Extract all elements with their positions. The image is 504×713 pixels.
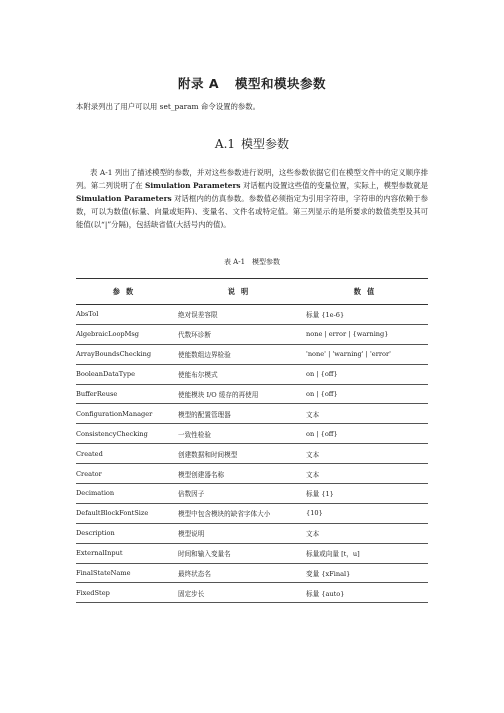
table-row <box>76 563 428 583</box>
param-name-cell: FinalStateName <box>76 563 176 583</box>
param-value-cell: 标量 {1} <box>306 484 428 504</box>
table-row <box>76 503 428 523</box>
section-title <box>0 135 504 152</box>
param-description-cell: 时间和输入变量名 <box>176 543 306 563</box>
param-value-cell: 'none' | 'warning' | 'error' <box>306 344 428 364</box>
table-row <box>76 484 428 504</box>
param-value-cell: on | {off} <box>306 384 428 404</box>
table-row <box>76 344 428 364</box>
body-bold-1: Simulation Parameters <box>145 181 241 191</box>
param-name-cell: DefaultBlockFontSize <box>76 503 176 523</box>
param-name-cell: BufferReuse <box>76 384 176 404</box>
param-name-cell: Creator <box>76 464 176 484</box>
param-value-cell: 标量 {auto} <box>306 583 428 603</box>
param-value-cell: none | error | {warning} <box>306 324 428 344</box>
model-parameters-table <box>76 278 428 603</box>
param-description-cell: 代数环诊断 <box>176 324 306 344</box>
param-value-cell: 文本 <box>306 523 428 543</box>
param-description-cell: 绝对误差容限 <box>176 305 306 325</box>
intro-paragraph: 本附录列出了用户可以用 set_param 命令设置的参数。 <box>76 102 261 111</box>
table-caption: 表 A-1 模型参数 <box>223 258 281 266</box>
param-name-cell: FixedStep <box>76 583 176 603</box>
param-value-cell: on | {off} <box>306 364 428 384</box>
appendix-number: 附录 A <box>177 76 219 91</box>
section-heading: 模型参数 <box>241 137 290 151</box>
body-text-2: 对话框内设置这些值的变量位置，实际上，模型参数就是 <box>240 181 428 191</box>
param-name-cell: AlgebraicLoopMsg <box>76 324 176 344</box>
param-description-cell: 使能模块 I/O 缓存的再使用 <box>176 384 306 404</box>
param-value-cell: 标量 {1e-6} <box>306 305 428 325</box>
param-value-cell: 文本 <box>306 404 428 424</box>
param-name-cell: ConsistencyChecking <box>76 424 176 444</box>
table-header-row <box>76 279 428 305</box>
param-description-cell: 模型说明 <box>176 523 306 543</box>
param-value-cell: 标量或向量 [t，u] <box>306 543 428 563</box>
header-parameter: 参数 <box>76 279 176 305</box>
appendix-title <box>0 74 504 92</box>
param-value-cell: 文本 <box>306 464 428 484</box>
param-description-cell: 创建数据和时间模型 <box>176 444 306 464</box>
param-description-cell: 最终状态名 <box>176 563 306 583</box>
table-row <box>76 464 428 484</box>
section-number: A.1 <box>214 137 236 151</box>
param-description-cell: 固定步长 <box>176 583 306 603</box>
param-description-cell: 使能数组边界检验 <box>176 344 306 364</box>
table-row <box>76 384 428 404</box>
param-description-cell: 使能布尔模式 <box>176 364 306 384</box>
param-name-cell: AbsTol <box>76 305 176 325</box>
body-paragraph <box>76 166 428 231</box>
appendix-heading: 模型和模块参数 <box>235 76 327 91</box>
param-value-cell: {10} <box>306 503 428 523</box>
table-row <box>76 583 428 603</box>
param-description-cell: 倍数因子 <box>176 484 306 504</box>
param-description-cell: 模型创建器名称 <box>176 464 306 484</box>
param-name-cell: ArrayBoundsChecking <box>76 344 176 364</box>
param-name-cell: ExternalInput <box>76 543 176 563</box>
body-text-3: 对话框内的仿真参数。参数值必须指定为引用字符串，字符串的内容依赖于参数，可以为数值(标量、向量或矩阵)、变量名、文件名或特定值。第三列显示的是所要求的数值类型及其可能值(以“|”分隔)，包括缺省值(大括号内的值)。 <box>76 194 428 230</box>
param-value-cell: 文本 <box>306 444 428 464</box>
param-description-cell: 模型的配置管理器 <box>176 404 306 424</box>
param-description-cell: 模型中包含模块的缺省字体大小 <box>176 503 306 523</box>
table-row <box>76 404 428 424</box>
header-value: 数值 <box>306 279 428 305</box>
table-row <box>76 523 428 543</box>
param-name-cell: Created <box>76 444 176 464</box>
param-name-cell: Description <box>76 523 176 543</box>
table-row <box>76 364 428 384</box>
table-row <box>76 543 428 563</box>
param-name-cell: Decimation <box>76 484 176 504</box>
table-row <box>76 424 428 444</box>
param-value-cell: on | {off} <box>306 424 428 444</box>
body-bold-2: Simulation Parameters <box>76 194 172 204</box>
table-row <box>76 305 428 325</box>
param-description-cell: 一致性检验 <box>176 424 306 444</box>
body-text-1: 表 A-1 列出了描述模型的参数，并对这些参数进行说明，这些参数依据它们在模型文件中的定义顺序排列。第二列说明了在 <box>76 168 428 191</box>
table-row <box>76 324 428 344</box>
param-name-cell: ConfigurationManager <box>76 404 176 424</box>
table-row <box>76 444 428 464</box>
header-description: 说明 <box>176 279 306 305</box>
param-name-cell: BooleanDataType <box>76 364 176 384</box>
param-value-cell: 变量 {xFinal} <box>306 563 428 583</box>
